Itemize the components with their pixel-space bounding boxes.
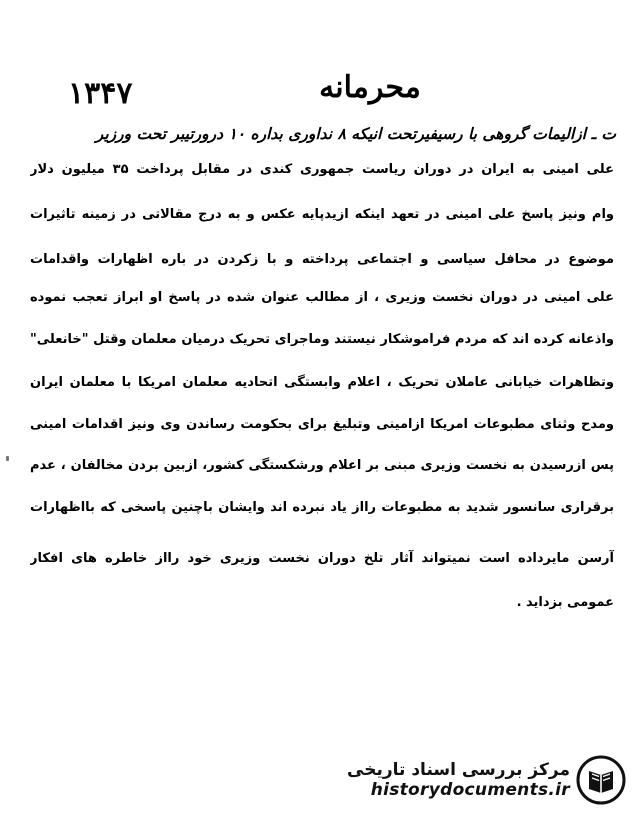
body-line: علی امینی در دوران نخست وزیری ، از مطالب عنوان شده در پاسخ او ابراز تعجب نموده: [30, 290, 614, 305]
body-line: واذعانه کرده اند که مردم فراموشکار نیستند وماجرای تحریک درمیان معلمان وقتل "خانعلی": [30, 332, 614, 347]
body-line: عمومی بزداید .: [516, 595, 614, 610]
book-icon: [576, 755, 626, 805]
document-year: ۱۳۴۷: [68, 76, 133, 111]
body-line: علی امینی به ایران در دوران ریاست جمهوری کندی در مقابل پرداخت ۳۵ میلیون دلار: [30, 162, 614, 177]
body-line: آرسن مایرداده است نمیتواند آثار تلخ دوران نخست وزیری خود رااز خاطره های افکار: [30, 551, 614, 566]
document-header-line: ت ـ ازالیمات گروهی با رسیفیرتحت انیکه ۸ نداوری بداره ۱۰ درورتیبر تحت ورزیر: [95, 124, 616, 143]
body-line: موضوع در محافل سیاسی و اجتماعی پرداخته و با زکردن در باره اظهارات واقدامات: [30, 252, 614, 267]
body-line: برقراری سانسور شدید به مطبوعات رااز یاد نبرده اند وایشان باچنین پاسخی که بااظهارات: [30, 500, 614, 515]
body-line: وام ونیز پاسخ علی امینی در تعهد اینکه ازیدپایه عکس و به درج مقالاتی در زمینه تاثیرات: [30, 207, 614, 222]
watermark-title: مرکز بررسی اسناد تاریخی: [347, 760, 570, 780]
body-line: پس ازرسیدن به نخست وزیری مبنی بر اعلام ورشکستگی کشور، ازبین بردن مخالفان ، عدم: [30, 458, 614, 473]
margin-speck: [6, 456, 9, 461]
watermark-text: [347, 760, 570, 800]
body-line: وتظاهرات خیابانی عاملان تحریک ، اعلام وابستگی اتحادیه معلمان امریکا با معلمان ایران: [30, 375, 614, 390]
body-line: ومدح وثنای مطبوعات امریکا ازامینی وتبلیغ برای بحکومت رساندن وی ونیز اقدامات امینی: [30, 417, 614, 432]
watermark: [347, 755, 626, 805]
watermark-url: historydocuments.ir: [370, 780, 570, 800]
document-title: محرمانه: [319, 70, 421, 105]
